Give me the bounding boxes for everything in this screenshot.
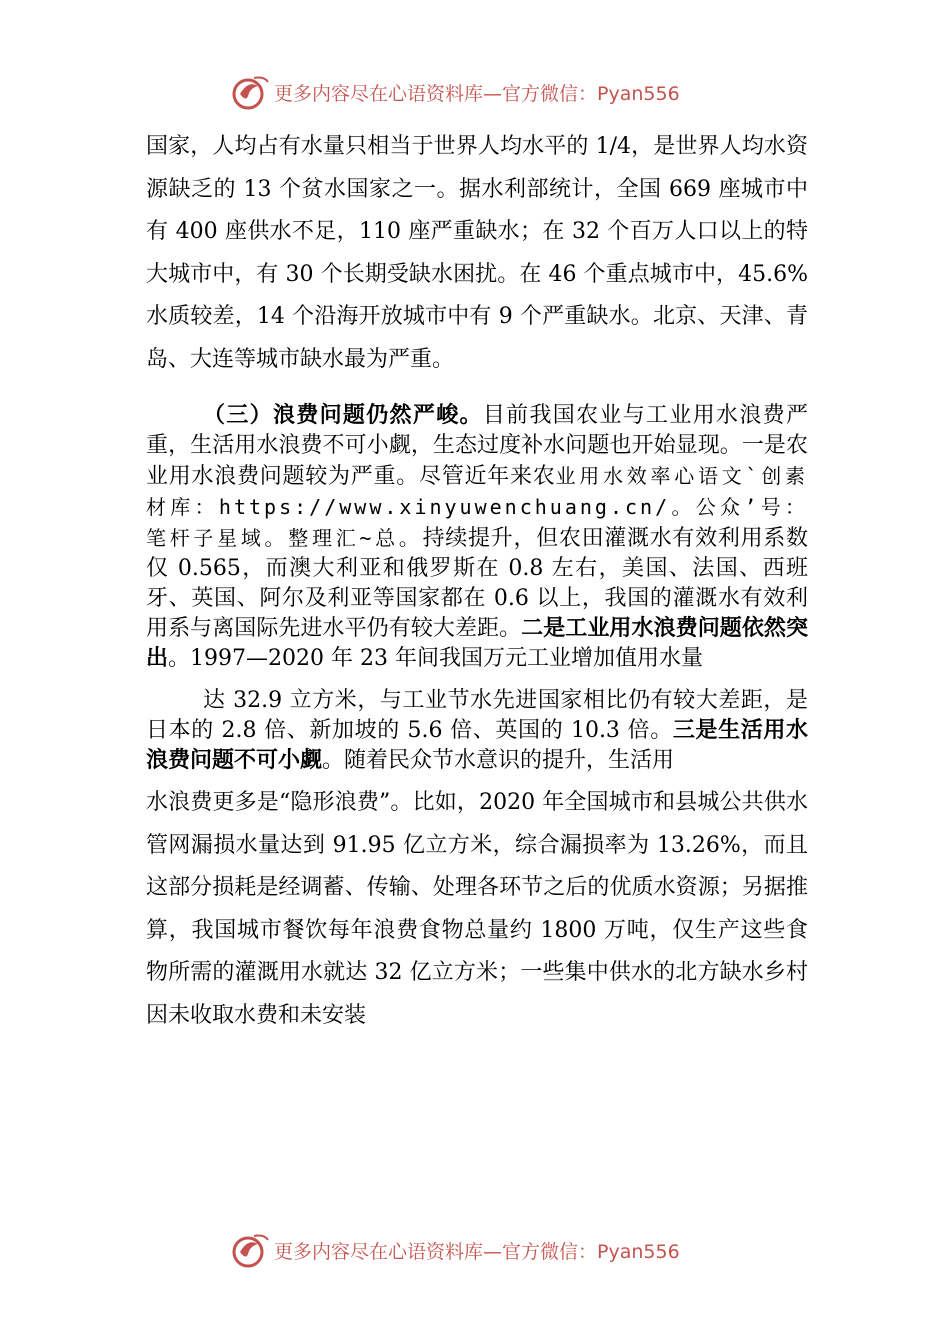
paragraph-text-segment: 达 32.9 立方米，与工业节水先进国家相比仍有较大差距，是日本的 2.8 倍、新加坡的 5.6 倍、英国的 10.3 倍。 bbox=[146, 688, 808, 743]
paragraph-text: 持续提升，但农田灌溉水有效利用系数仅 0.565，而澳大利亚和俄罗斯在 0.8 左右，美国、法国、西班牙、英国、阿尔及利亚等国家都在 0.6 以上，我国的灌溉水有效利用系与离国际先进水平仍有较大差距。 bbox=[146, 526, 808, 641]
bold-heading-domestic: 三是生活用水浪费问题不可小觑 bbox=[146, 718, 808, 773]
spiral-fish-logo-icon bbox=[230, 1230, 270, 1270]
paragraph-hidden-waste: 水浪费更多是“隐形浪费”。比如，2020 年全国城市和县城公共供水管网漏损水量达到 91.95 亿立方米，综合漏损率为 13.26%，而且这部分损耗是经调蓄、传输、处理各环节之后的优质水资源；另据推算，我国城市餐饮每年浪费食物总量约 1800 万吨，仅生产这些食物所需的灌溉用水就达 32 亿立方米；一些集中供水的北方缺水乡村因未收取水费和未安装 bbox=[146, 790, 808, 1028]
watermark-text: 更多内容尽在心语资料库—官方微信：Pyan556 bbox=[274, 1240, 680, 1263]
spiral-fish-logo-icon bbox=[230, 72, 270, 112]
footer-watermark bbox=[230, 1230, 730, 1270]
document-body bbox=[146, 126, 808, 1037]
paragraph-waste-issues bbox=[146, 401, 808, 776]
paragraph-text: 。随着民众节水意识的提升，生活用 bbox=[322, 748, 675, 773]
watermark-inline-text: 业用水效率心语文`创素材库：https://www.xinyuwenchuang.cn/。公众’号：笔杆子星域。整理汇~总。 bbox=[146, 464, 808, 550]
paragraph-text bbox=[146, 686, 808, 776]
paragraph-text: 。1997—2020 年 23 年间我国万元工业增加值用水量 bbox=[168, 646, 703, 671]
bold-heading-industrial: 二是工业用水浪费问题依然突出 bbox=[146, 616, 808, 671]
watermark-text: 更多内容尽在心语资料库—官方微信：Pyan556 bbox=[274, 82, 680, 105]
section-heading: （三）浪费问题仍然严峻。 bbox=[203, 403, 483, 428]
paragraph-water-scarcity: 国家，人均占有水量只相当于世界人均水平的 1/4，是世界人均水资源缺乏的 13 个贫水国家之一。据水利部统计，全国 669 座城市中有 400 座供水不足，110 座严重缺水；在 32 个百万人口以上的特大城市中，有 30 个长期受缺水困扰。在 46 个重点城市中，45.6%水质较差，14 个沿海开放城市中有 9 个严重缺水。北京、天津、青岛、大连等城市缺水最为严重。 bbox=[146, 134, 808, 372]
paragraph-text: 目前我国农业与工业用水浪费严重，生活用水浪费不可小觑，生态过度补水问题也开始显现。一是农业用水浪费问题较为严重。尽管近年来农 bbox=[146, 403, 808, 489]
header-watermark bbox=[230, 72, 730, 112]
